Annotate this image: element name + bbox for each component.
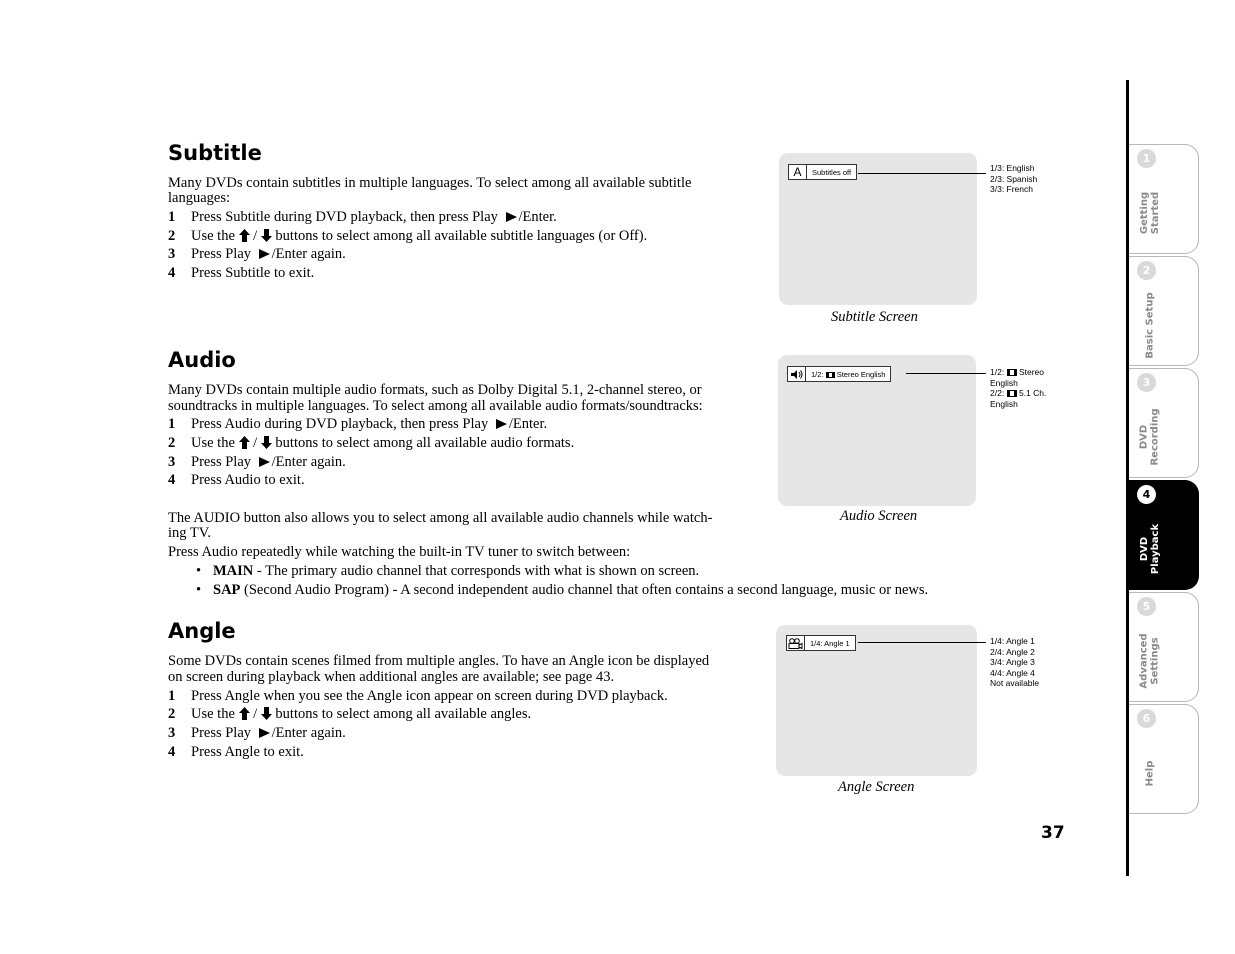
tab-label: Getting Started xyxy=(1139,191,1162,235)
camera-icon xyxy=(787,636,805,650)
audio-step-2: 2 Use the / buttons to select among all available audio formats. xyxy=(168,435,575,451)
speaker-icon xyxy=(788,367,806,381)
tab-label: Help xyxy=(1144,760,1156,786)
tab-dvd-recording[interactable] xyxy=(1129,368,1199,478)
angle-leader-line xyxy=(858,642,986,643)
play-arrow-icon xyxy=(259,728,270,738)
angle-osd-bar: 1/4: Angle 1 xyxy=(786,635,856,651)
subtitle-osd-bar: A Subtitles off xyxy=(788,164,857,180)
audio-step-1: 1 Press Audio during DVD playback, then press Play /Enter. xyxy=(168,416,548,432)
chapter-number-badge: 6 xyxy=(1137,709,1156,728)
angle-intro-line-2: on screen during playback when additional angles are available; see page 43. xyxy=(168,669,615,685)
audio-leader-line xyxy=(906,373,986,374)
angle-step-1: 1 Press Angle when you see the Angle icon appear on screen during DVD playback. xyxy=(168,688,668,704)
up-arrow-icon xyxy=(239,229,250,242)
tab-label: DVD Playback xyxy=(1139,523,1162,575)
audio-step-4: 4 Press Audio to exit. xyxy=(168,472,305,488)
angle-step-2: 2 Use the / buttons to select among all available angles. xyxy=(168,706,532,722)
tab-label: DVD Recording xyxy=(1139,408,1162,466)
subtitle-step-3: 3 Press Play /Enter again. xyxy=(168,246,346,262)
audio-step-3: 3 Press Play /Enter again. xyxy=(168,454,346,470)
down-arrow-icon xyxy=(261,229,272,242)
subtitle-a-icon: A xyxy=(789,165,807,179)
chapter-number-badge: 5 xyxy=(1137,597,1156,616)
audio-note-line-3: Press Audio repeatedly while watching the built-in TV tuner to switch between: xyxy=(168,544,631,560)
subtitle-options: 1/3: English 2/3: Spanish 3/3: French xyxy=(990,163,1038,194)
audio-heading: Audio xyxy=(168,348,236,372)
audio-options: 1/2: Stereo English 2/2: 5.1 Ch. English xyxy=(990,367,1047,409)
play-arrow-icon xyxy=(506,212,517,222)
play-arrow-icon xyxy=(259,457,270,467)
subtitle-step-2: 2 Use the / buttons to select among all available subtitle languages (or Off). xyxy=(168,228,648,244)
down-arrow-icon xyxy=(261,436,272,449)
subtitle-step-4: 4 Press Subtitle to exit. xyxy=(168,265,315,281)
subtitle-intro-line-1: Many DVDs contain subtitles in multiple languages. To select among all available subtitle xyxy=(168,175,692,191)
down-arrow-icon xyxy=(261,707,272,720)
tab-basic-setup[interactable] xyxy=(1129,256,1199,366)
angle-options: 1/4: Angle 1 2/4: Angle 2 3/4: Angle 3 4/4: Angle 4 Not available xyxy=(990,636,1040,688)
audio-intro-line-1: Many DVDs contain multiple audio formats, such as Dolby Digital 5.1, 2-channel stereo, or xyxy=(168,382,702,398)
angle-step-3: 3 Press Play /Enter again. xyxy=(168,725,346,741)
angle-intro-line-1: Some DVDs contain scenes filmed from multiple angles. To have an Angle icon be displayed xyxy=(168,653,710,669)
tab-getting-started[interactable] xyxy=(1129,144,1199,254)
play-arrow-icon xyxy=(259,249,270,259)
audio-osd-bar: 1/2: Stereo English xyxy=(787,366,891,382)
dolby-icon xyxy=(1007,369,1017,376)
up-arrow-icon xyxy=(239,707,250,720)
up-arrow-icon xyxy=(239,436,250,449)
chapter-number-badge: 2 xyxy=(1137,261,1156,280)
subtitle-heading: Subtitle xyxy=(168,141,262,165)
subtitle-step-1: 1 Press Subtitle during DVD playback, then press Play /Enter. xyxy=(168,209,557,225)
audio-bullet-main: • MAIN - The primary audio channel that corresponds with what is shown on screen. xyxy=(196,563,700,579)
dolby-icon xyxy=(826,372,835,378)
subtitle-screen-caption: Subtitle Screen xyxy=(831,309,918,325)
tab-label: Basic Setup xyxy=(1144,291,1156,359)
chapter-number-badge: 3 xyxy=(1137,373,1156,392)
audio-note-line-2: ing TV. xyxy=(168,525,211,541)
tab-help[interactable] xyxy=(1129,704,1199,814)
angle-screen-caption: Angle Screen xyxy=(838,779,915,795)
chapter-number-badge: 4 xyxy=(1137,485,1156,504)
angle-step-4: 4 Press Angle to exit. xyxy=(168,744,304,760)
angle-heading: Angle xyxy=(168,619,236,643)
dolby-icon xyxy=(1007,390,1017,397)
audio-note-line-1: The AUDIO button also allows you to select among all available audio channels while watch- xyxy=(168,510,713,526)
tab-dvd-playback[interactable] xyxy=(1129,480,1199,590)
subtitle-intro-line-2: languages: xyxy=(168,190,231,206)
page-number: 37 xyxy=(1041,823,1065,843)
chapter-number-badge: 1 xyxy=(1137,149,1156,168)
subtitle-leader-line xyxy=(858,173,986,174)
audio-screen-caption: Audio Screen xyxy=(840,508,918,524)
audio-intro-line-2: soundtracks in multiple languages. To select among all available audio formats/soundtracks: xyxy=(168,398,703,414)
audio-bullet-sap: • SAP (Second Audio Program) - A second independent audio channel that often contains a second language, music or news. xyxy=(196,582,929,598)
tab-advanced-settings[interactable] xyxy=(1129,592,1199,702)
play-arrow-icon xyxy=(496,419,507,429)
tab-label: Advanced Settings xyxy=(1139,633,1161,689)
